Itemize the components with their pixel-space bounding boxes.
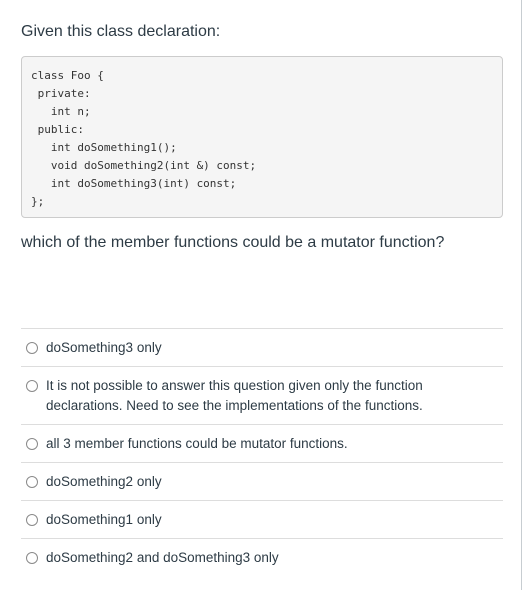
radio-button[interactable] (26, 438, 38, 450)
answer-option-6[interactable] (21, 538, 503, 576)
code-line: }; (31, 195, 45, 208)
radio-button[interactable] (26, 552, 38, 564)
code-block (21, 56, 503, 218)
question-prompt: which of the member functions could be a mutator function? (21, 234, 445, 251)
code-line: int n; (31, 105, 91, 118)
answer-option-3[interactable] (21, 424, 503, 462)
radio-button[interactable] (26, 342, 38, 354)
answer-label[interactable]: It is not possible to answer this question given only the function declarations. Need to see the implementations of the functions. (46, 378, 423, 413)
code-line: public: (31, 123, 84, 136)
code-line: class Foo { (31, 69, 104, 82)
radio-button[interactable] (26, 380, 38, 392)
answer-label[interactable]: doSomething2 and doSomething3 only (46, 550, 279, 565)
radio-button[interactable] (26, 476, 38, 488)
answer-label[interactable]: doSomething3 only (46, 340, 162, 355)
answer-option-4[interactable] (21, 462, 503, 500)
code-line: void doSomething2(int &) const; (31, 159, 257, 172)
answer-option-1[interactable] (21, 328, 503, 366)
answer-label[interactable]: all 3 member functions could be mutator functions. (46, 436, 348, 451)
answer-label[interactable]: doSomething2 only (46, 474, 162, 489)
code-line: private: (31, 87, 91, 100)
code-line: int doSomething3(int) const; (31, 177, 237, 190)
answer-label[interactable]: doSomething1 only (46, 512, 162, 527)
answer-option-5[interactable] (21, 500, 503, 538)
answer-list (21, 328, 503, 576)
radio-button[interactable] (26, 514, 38, 526)
question-title: Given this class declaration: (21, 23, 221, 40)
code-line: int doSomething1(); (31, 141, 177, 154)
answer-option-2[interactable] (21, 366, 503, 424)
